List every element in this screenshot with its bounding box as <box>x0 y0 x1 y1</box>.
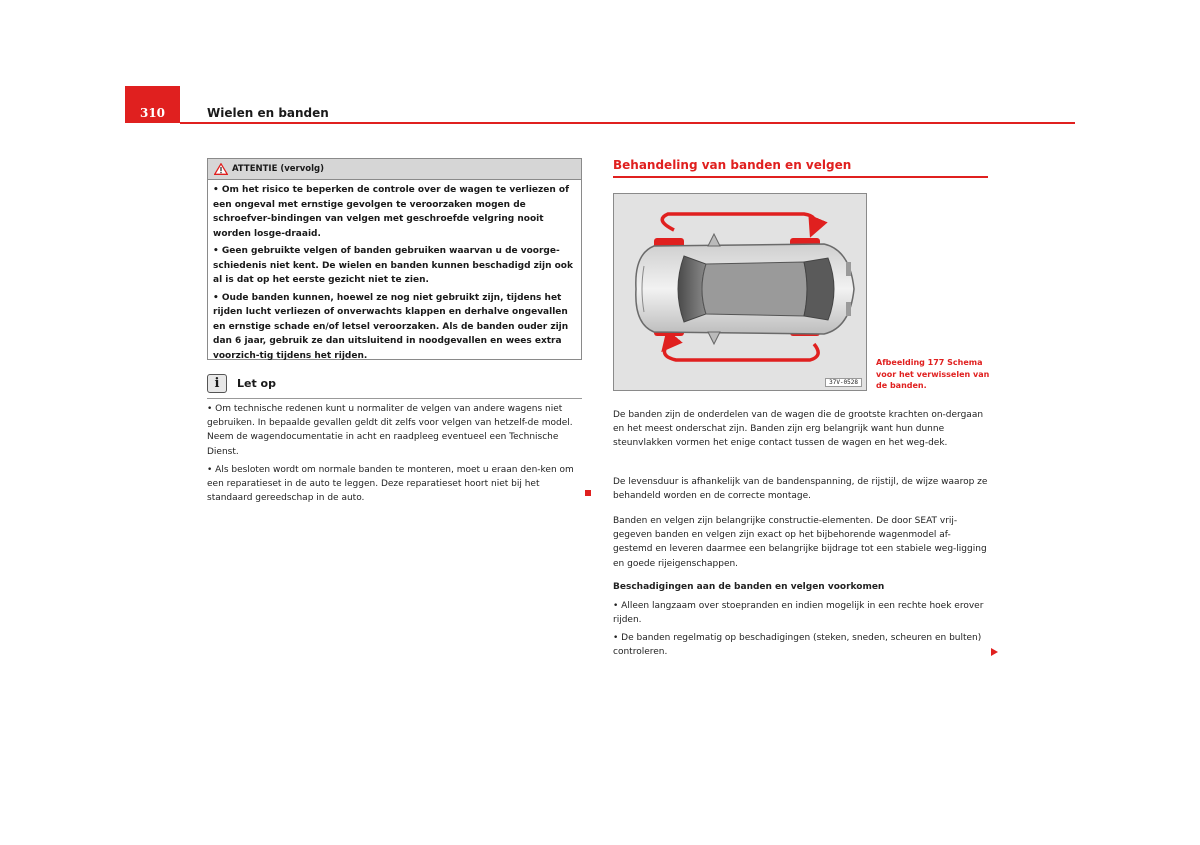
warning-item: • Om het risico te beperken de controle over de wagen te verliezen of een ongeval met ernstige gevolgen te veroorzaken mogen de schroefver-bindingen van velgen met geschroefde velgring nooit worden losge-draaid. <box>213 185 570 239</box>
info-icon: i <box>207 374 227 393</box>
subheading: Beschadigingen aan de banden en velgen voorkomen <box>613 582 885 592</box>
header-rule <box>180 122 1075 124</box>
note-header <box>207 374 276 393</box>
paragraph-text: Banden en velgen zijn belangrijke constructie-elementen. De door SEAT vrij-gegeven banden en velgen zijn exact op het bijbehorende wagenmodel af-gestemd en leveren daarmee een belangrijke bijdrage tot een stabiele weg-ligging en goede rijeigenschappen. <box>613 516 987 569</box>
bullet-text: • De banden regelmatig op beschadigingen (steken, sneden, scheuren en bulten) controleren. <box>613 633 982 658</box>
paragraph-text: De levensduur is afhankelijk van de bandenspanning, de rijstijl, de wijze waarop ze behandeld worden en de correcte montage. <box>613 477 988 502</box>
list-item <box>613 599 988 627</box>
paragraph-text: De banden zijn de onderdelen van de wagen die de grootste krachten on-dergaan en het meest onderschat zijn. Banden zijn erg belangrijk want hun dunne steunvlakken vormen het enige contact tussen de wagen en het weg-dek. <box>613 410 984 449</box>
car-top-view-icon <box>614 194 866 390</box>
section-rule <box>613 176 988 178</box>
warning-body <box>208 180 581 363</box>
note-body <box>207 402 579 509</box>
note-item: • Om technische redenen kunt u normaliter de velgen van andere wagens niet gebruiken. In bepaalde gevallen geldt dit zelfs voor velgen van hetzelf-de model. Neem de wagendocumentatie in acht en raadpleeg eventueel een Technische Dienst. <box>207 404 573 457</box>
chapter-title: Wielen en banden <box>207 106 329 120</box>
note-item: • Als besloten wordt om normale banden te monteren, moet u eraan den-ken om een reparatieset in de auto te leggen. Deze reparatieset hoort niet bij het standaard gereedschap in de auto. <box>207 464 574 504</box>
warning-box <box>207 158 582 360</box>
paragraph <box>613 408 988 451</box>
bullet-text: • Alleen langzaam over stoepranden en indien mogelijk in een rechte hoek erover rijden. <box>613 601 984 626</box>
list-item <box>613 631 988 659</box>
paragraph <box>613 514 988 571</box>
warning-header <box>208 159 581 180</box>
warning-title: ATTENTIE (vervolg) <box>232 164 325 174</box>
note-title: Let op <box>237 377 276 390</box>
continue-arrow-icon <box>991 648 998 656</box>
page-number: 310 <box>125 86 180 123</box>
warning-item: • Geen gebruikte velgen of banden gebruiken waarvan u de voorge-schiedenis niet kent. De wielen en banden kunnen beschadigd zijn ook al is dat op het eerste gezicht niet te zien. <box>213 246 573 285</box>
figure-caption: Afbeelding 177 Schema voor het verwisselen van de banden. <box>876 358 990 390</box>
note-rule <box>207 398 582 399</box>
tyre-rotation-figure <box>613 193 867 391</box>
section-end-mark <box>585 490 591 496</box>
warning-item: • Oude banden kunnen, hoewel ze nog niet gebruikt zijn, tijdens het rijden lucht verliezen of onverwachts klappen en derhalve ongevallen en ernstige schade en/of letsel veroorzaken. Als de banden ouder zijn dan 6 jaar, gebruik ze dan uitsluitend in noodgevallen en wees extra voorzich-tig tijdens het rijden. <box>213 292 569 361</box>
section-title: Behandeling van banden en velgen <box>613 158 852 172</box>
figure-code: 37V-0528 <box>825 378 862 387</box>
paragraph <box>613 475 988 503</box>
warning-triangle-icon <box>214 163 228 175</box>
